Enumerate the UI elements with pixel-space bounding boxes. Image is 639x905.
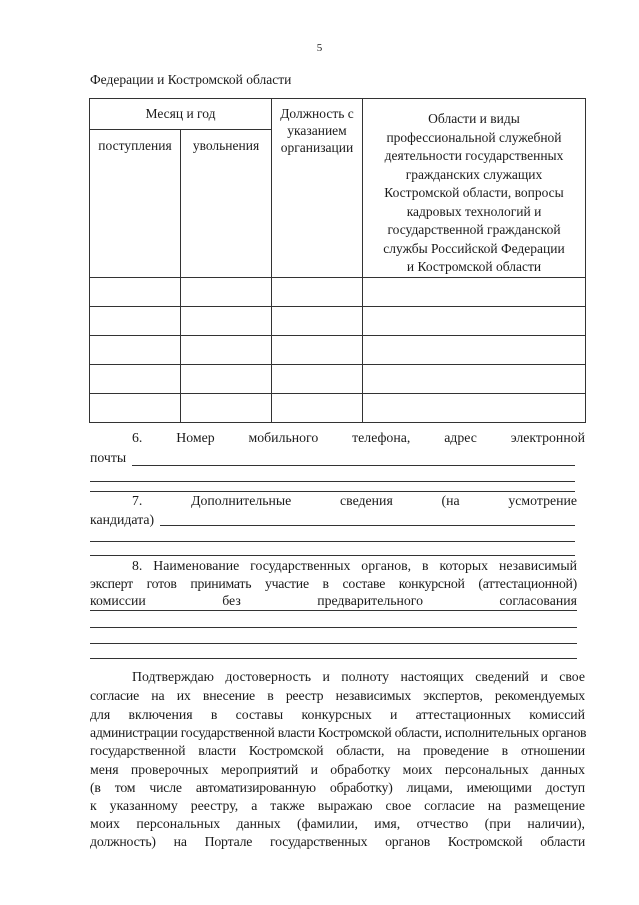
item6-word: электронной	[510, 430, 585, 445]
header-position-line: организации	[280, 140, 354, 155]
header-areas-line: гражданских служащих	[405, 166, 543, 182]
item8-fill-line[interactable]	[90, 643, 577, 644]
item6-word: адрес	[444, 430, 477, 445]
table-cell[interactable]	[272, 306, 363, 335]
item6-line1	[132, 430, 585, 446]
header-areas-line: государственной гражданской	[387, 222, 561, 237]
item6-word: мобильного	[248, 430, 319, 445]
header-areas-line: деятельности государственных	[384, 148, 564, 163]
table-cell[interactable]	[363, 393, 586, 422]
header-areas-line: службы Российской Федерации	[383, 240, 565, 256]
item7-word: (на	[441, 493, 460, 508]
item6-word: телефона,	[352, 430, 411, 445]
header-areas-line: профессиональной служебной	[386, 129, 562, 145]
item7-word: 7.	[132, 493, 143, 508]
table-row	[90, 306, 586, 335]
table-cell[interactable]	[181, 277, 272, 306]
confirmation-line: (в том числе автоматизированную обработку) лицами, имеющими доступ	[90, 780, 585, 795]
table-cell[interactable]	[363, 364, 586, 393]
header-areas-line: и Костромской области	[406, 259, 542, 274]
table-cell[interactable]	[272, 393, 363, 422]
header-position-line: указанием	[287, 123, 347, 138]
item6-fill-line[interactable]	[132, 465, 575, 466]
table-cell[interactable]	[272, 277, 363, 306]
table-row	[90, 393, 586, 422]
table-cell[interactable]	[181, 306, 272, 335]
item6-fill-line[interactable]	[90, 491, 575, 492]
table-cell[interactable]	[90, 306, 181, 335]
confirmation-line: согласие на их внесение в реестр независимых экспертов, рекомендуемых	[90, 688, 585, 703]
table-cell[interactable]	[272, 364, 363, 393]
confirmation-line: меня проверочных мероприятий и обработку моих персональных данных	[90, 762, 585, 777]
item7-fill-line[interactable]	[90, 541, 575, 542]
item8-line2: эксперт готов принимать участие в составе конкурсной (аттестационной)	[90, 576, 577, 591]
table-row	[90, 364, 586, 393]
table-cell[interactable]	[181, 335, 272, 364]
header-areas-line: Костромской области, вопросы	[384, 185, 564, 200]
item8-word: предварительного	[317, 593, 423, 608]
header-areas-line: Области и виды	[428, 111, 520, 126]
item8-word: согласования	[499, 593, 577, 608]
item7-word: усмотрение	[508, 493, 577, 508]
confirmation-line: Подтверждаю достоверность и полноту настоящих сведений и свое	[132, 669, 585, 684]
header-areas	[363, 99, 586, 278]
table-row	[90, 335, 586, 364]
item7-fill-line[interactable]	[160, 525, 575, 526]
table-cell[interactable]	[363, 335, 586, 364]
item8-line3	[90, 593, 577, 609]
item8-word: комиссии	[90, 593, 146, 608]
page-number: 5	[316, 42, 323, 54]
confirmation-line: администрации государственной власти Костромской области, исполнительных органов	[90, 725, 587, 740]
table-cell[interactable]	[181, 364, 272, 393]
table-cell[interactable]	[272, 335, 363, 364]
table-cell[interactable]	[90, 364, 181, 393]
item6-fill-line[interactable]	[90, 481, 575, 482]
item7-fill-line[interactable]	[90, 555, 575, 556]
item7-word: Дополнительные	[191, 493, 292, 508]
table-cell[interactable]	[90, 393, 181, 422]
item7-word: сведения	[340, 493, 393, 508]
table-cell[interactable]	[90, 335, 181, 364]
confirmation-line: государственной власти Костромской области, на проведение в отношении	[90, 743, 585, 758]
header-dismissal: увольнения	[181, 130, 272, 277]
header-areas-line: кадровых технологий и	[406, 203, 542, 219]
confirmation-line: к указанному реестру, а также выражаю свое согласие на размещение	[90, 798, 585, 813]
table-row	[90, 277, 586, 306]
item8-fill-line[interactable]	[90, 658, 577, 659]
confirmation-line: должность) на Портале государственных органов Костромской области	[90, 834, 585, 849]
table-cell[interactable]	[363, 306, 586, 335]
header-position	[272, 99, 363, 278]
item6-word: Номер	[176, 430, 215, 445]
table-cell[interactable]	[181, 393, 272, 422]
item6-email-label: почты	[90, 450, 127, 465]
table-cell[interactable]	[90, 277, 181, 306]
header-position-line: Должность с	[280, 106, 354, 121]
table-cell[interactable]	[363, 277, 586, 306]
item8-fill-line[interactable]	[90, 610, 577, 611]
item7-line1	[132, 493, 577, 509]
item8-fill-line[interactable]	[90, 627, 577, 628]
intro-text: Федерации и Костромской области	[90, 72, 292, 87]
header-month-year: Месяц и год	[90, 99, 272, 130]
header-admission: поступления	[90, 130, 181, 277]
item8-line1: 8. Наименование государственных органов, в которых независимый	[132, 558, 577, 573]
item8-word: без	[222, 593, 241, 608]
item6-word: 6.	[132, 430, 143, 445]
employment-table	[89, 98, 586, 423]
item7-candidate-label: кандидата)	[90, 512, 155, 527]
confirmation-line: для включения в составы конкурсных и аттестационных комиссий	[90, 707, 585, 722]
confirmation-line: моих персональных данных (фамилии, имя, отчество (при наличии),	[90, 816, 585, 831]
